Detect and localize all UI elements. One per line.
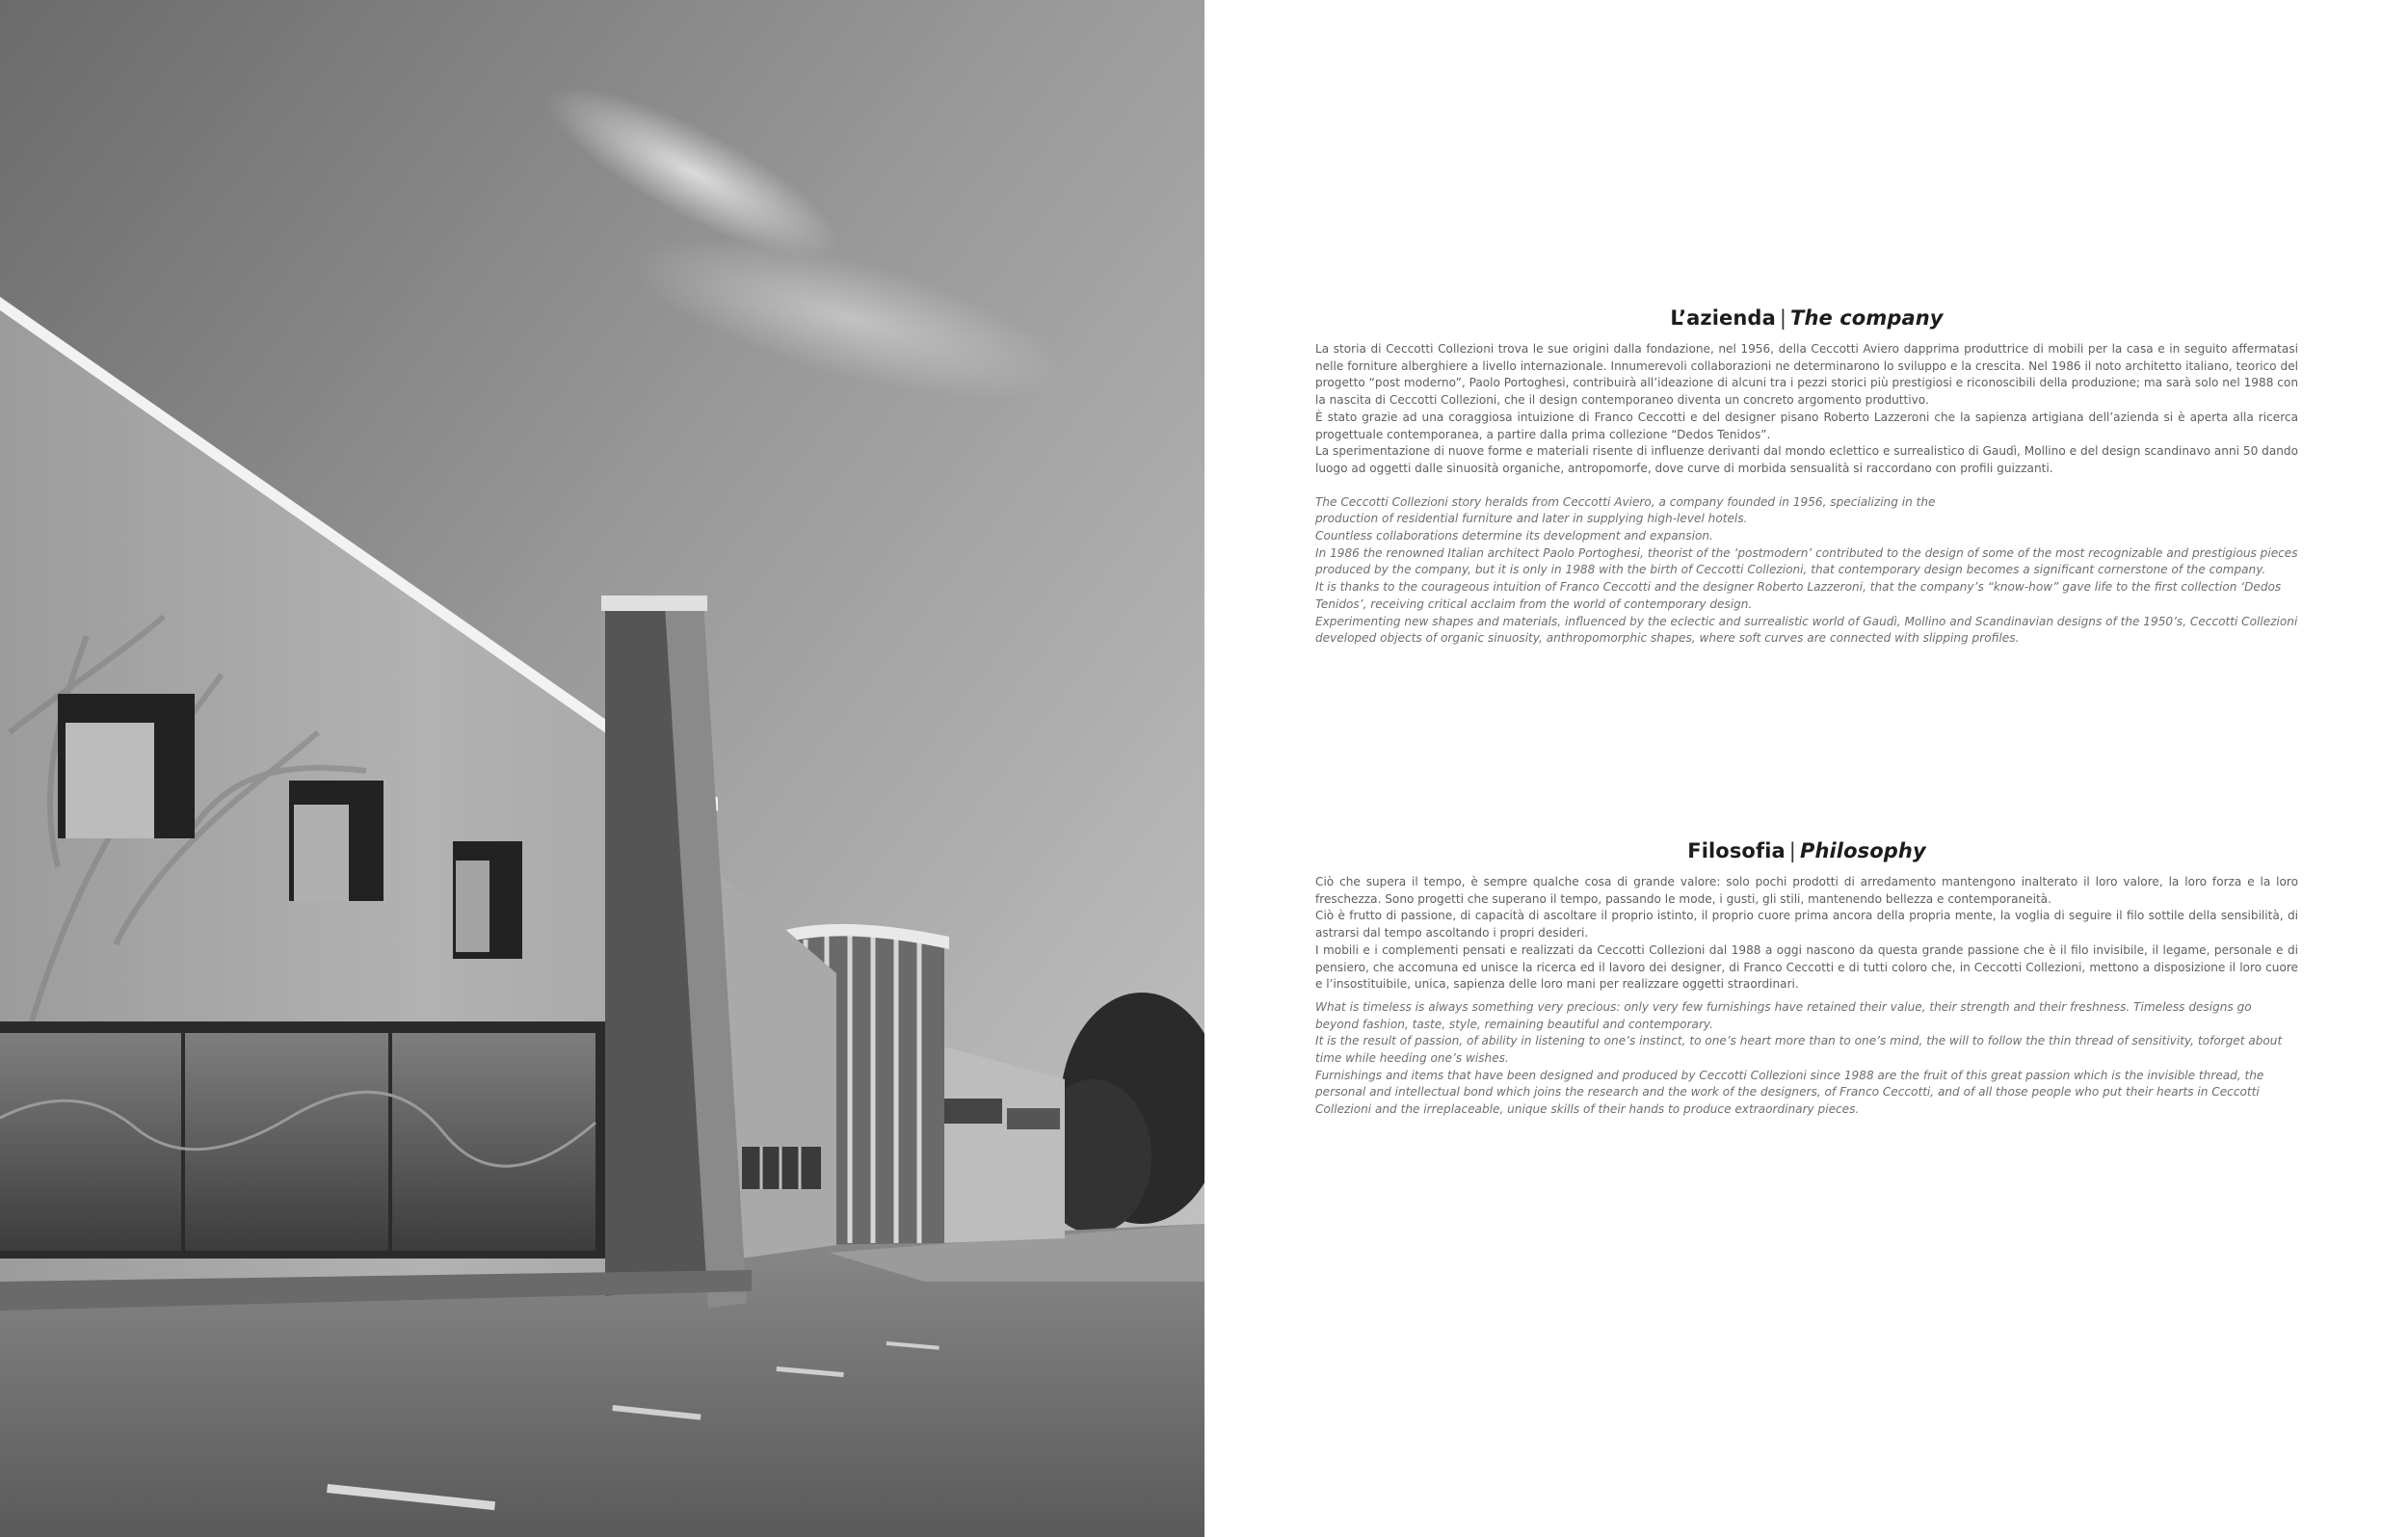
philosophy-title-it: Filosofia (1687, 839, 1786, 862)
company-en-paragraph: Experimenting new shapes and materials, influenced by the eclectic and surrealistic world of Gaudì, Mollino and Scandinavian designs of the 1950’s, Ceccotti Collezioni developed objects of organic sinuosity, anthropomorphic shapes, where soft curves are connected with slipping profiles. (1315, 614, 2298, 646)
company-title-it: L’azienda (1670, 306, 1776, 330)
company-heading (1315, 306, 2298, 330)
company-it-paragraph: È stato grazie ad una coraggiosa intuizione di Franco Ceccotti e del designer pisano Roberto Lazzeroni che la sapienza artigiana dell’azienda si è aperta alla ricerca progettuale contemporanea, a partire dalla prima collezione “Dedos Tenidos”. (1315, 410, 2298, 441)
philosophy-it-paragraph: Ciò che supera il tempo, è sempre qualche cosa di grande valore: solo pochi prodotti di arredamento mantengono inalterato il loro valore, la loro forza e la loro freschezza. Sono progetti che superano il tempo, passando le mode, i gusti, gli stili, mantenendo bellezza e contemporaneità. (1315, 875, 2298, 906)
philosophy-heading (1315, 839, 2298, 862)
title-separator: | (1788, 839, 1796, 862)
philosophy-en-paragraph: What is timeless is always something very precious: only very few furnishings have retained their value, their strength and their freshness. Timeless designs go beyond fashion, taste, style, remaining beautiful and contemporary. (1315, 999, 2252, 1031)
philosophy-section (1315, 839, 2298, 1119)
philosophy-title-en: Philosophy (1799, 839, 1926, 862)
company-en-paragraph: In 1986 the renowned Italian architect Paolo Portoghesi, theorist of the ‘postmodern’ contributed to the design of some of the most recognizable and prestigious pieces produced by the company, but it is only in 1988 with the birth of Ceccotti Collezioni, that contemporary design becomes a significant cornerstone of the company. (1315, 545, 2298, 577)
company-en-paragraph: Countless collaborations determine its development and expansion. (1315, 529, 1713, 543)
text-page (1204, 0, 2408, 1537)
company-title-en: The company (1790, 306, 1944, 330)
philosophy-it-paragraph: Ciò è frutto di passione, di capacità di ascoltare il proprio istinto, il proprio cuore prima ancora della propria mente, la voglia di seguire il filo sottile della sensibilità, di astrarsi dal tempo ascoltando i propri desideri. (1315, 909, 2298, 941)
philosophy-en-paragraph: It is the result of passion, of ability in listening to one’s instinct, to one’s heart more than to one’s mind, the will to follow the thin thread of sensitivity, toforget about time while heeding one’s wishes. (1315, 1034, 2283, 1066)
company-en-paragraph: The Ceccotti Collezioni story heralds from Ceccotti Aviero, a company founded in 1956, specializing in the production of residential furniture and later in supplying high-level hotels. (1315, 494, 1936, 526)
philosophy-it-paragraph: I mobili e i complementi pensati e realizzati da Ceccotti Collezioni dal 1988 a oggi nascono da questa grande passione che è il filo invisibile, il legame, personale e di pensiero, che accomuna ed unisce la ricerca ed il lavoro dei designer, di Franco Ceccotti e di tutti coloro che, in Ceccotti Collezioni, mettono a disposizione il loro cuore e l’insostituibile, unica, sapienza delle loro mani per realizzare oggetti straordinari. (1315, 942, 2298, 992)
company-it-paragraph: La sperimentazione di nuove forme e materiali risente di influenze derivanti dal mondo eclettico e surrealistico di Gaudì, Mollino e del design scandinavo anni 50 dando luogo ad oggetti dalle sinuosità organiche, antropomorfe, dove curve di morbida sensualità si raccordano con profili guizzanti. (1315, 444, 2298, 475)
title-separator: | (1779, 306, 1787, 330)
philosophy-en-paragraph: Furnishings and items that have been designed and produced by Ceccotti Collezioni since 1988 are the fruit of this great passion which is the invisible thread, the personal and intellectual bond which joins the research and the work of the designers, of Franco Ceccotti, and of all those people who put their hearts in Ceccotti Collezioni and the irreplaceable, unique skills of their hands to produce extraordinary pieces. (1315, 1068, 2264, 1117)
company-section (1315, 306, 2298, 648)
company-en-paragraph: It is thanks to the courageous intuition of Franco Ceccotti and the designer Roberto Lazzeroni, that the company’s “know-how” gave life to the first collection ‘Dedos Tenidos’, receiving critical acclaim from the world of contemporary design. (1315, 580, 2282, 611)
company-it-paragraph: La storia di Ceccotti Collezioni trova le sue origini dalla fondazione, nel 1956, della Ceccotti Aviero dapprima produttrice di mobili per la casa e in seguito affermatasi nelle forniture alberghiere a livello internazionale. Innumerevoli collaborazioni ne determinarono lo sviluppo e la crescita. Nel 1986 il noto architetto italiano, teorico del progetto “post moderno”, Paolo Portoghesi, contribuirà all’ideazione di alcuni tra i pezzi storici più prestigiosi e riconoscibili della produzione; ma sarà solo nel 1988 con la nascita di Ceccotti Collezioni, che il design contemporaneo diventa un concreto argomento produttivo. (1315, 342, 2298, 408)
